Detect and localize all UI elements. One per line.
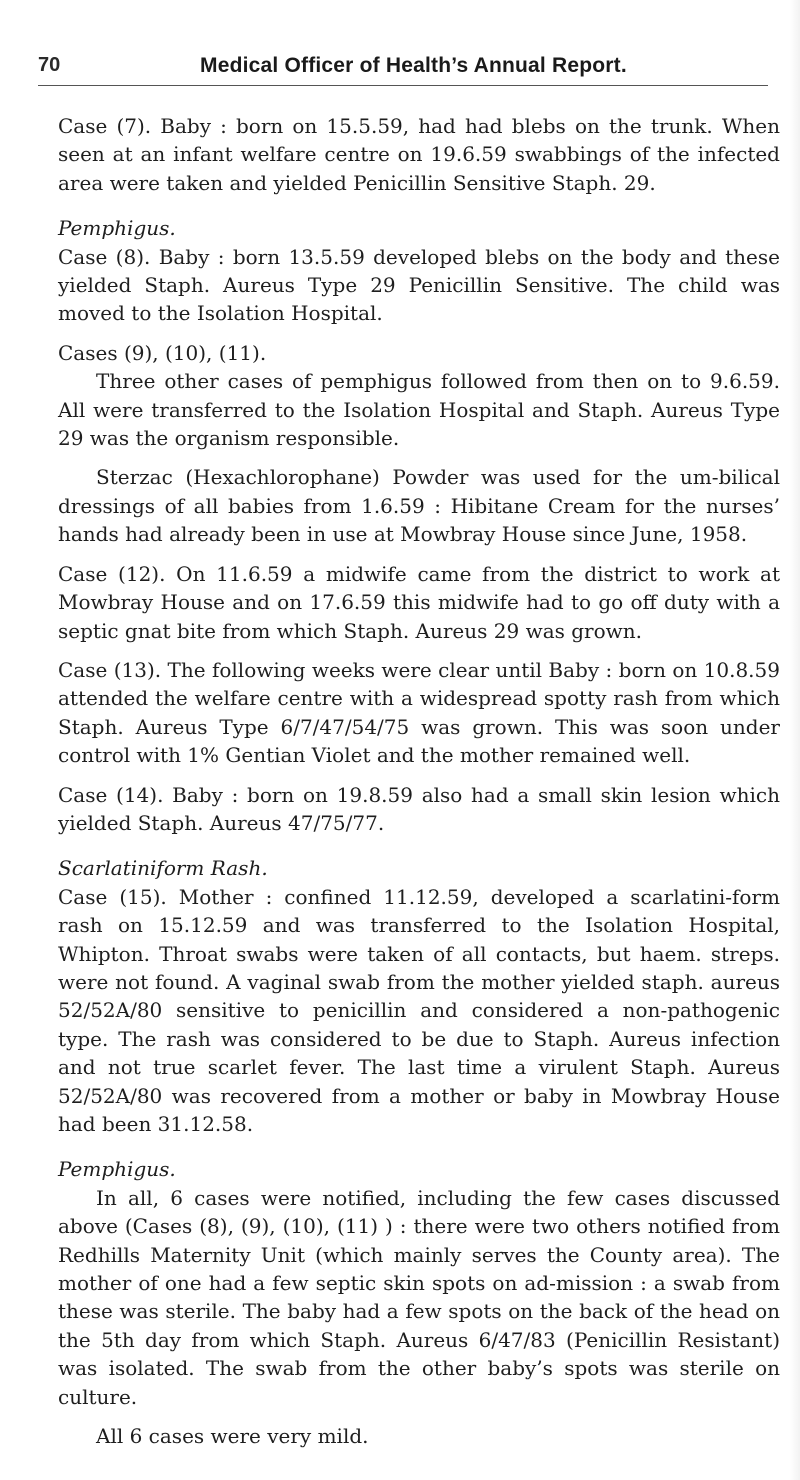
- heading-scarlatiniform-rash: Scarlatiniform Rash.: [58, 856, 268, 881]
- page-header: [38, 54, 778, 84]
- paragraph-case-7: Case (7). Baby : born on 15.5.59, had had blebs on the trunk. When seen at an infant welfare centre on 19.6.59 swabbings of the infected area were taken and yielded Penicillin Sensitive Staph. 29.: [58, 114, 780, 195]
- body-text: [58, 112, 780, 1450]
- paragraph-case-13: Case (13). The following weeks were clear until Baby : born on 10.8.59 attended the welfare centre with a widespread spotty rash from which Staph. Aureus Type 6/7/47/54/75 was grown. This was soon under control with 1% Gentian Violet and the mother remained well.: [58, 657, 780, 768]
- page-number: 70: [38, 54, 61, 76]
- paragraph-case-14: Case (14). Baby : born on 19.8.59 also had a small skin lesion which yielded Staph. Aureus 47/75/77.: [58, 782, 780, 835]
- running-title: Medical Officer of Health’s Annual Report.: [200, 54, 627, 77]
- paragraph-case-15: Case (15). Mother : confined 11.12.59, developed a scarlatini-form rash on 15.12.59 and was transferred to the Isolation Hospital, Whipton. Throat swabs were taken of all contacts, but haem. streps. were not found. A vaginal swab from the mother yielded staph. aureus 52/52A/80 sensitive to penicillin and considered a non-pathogenic type. The rash was considered to be due to Staph. Aureus infection and not true scarlet fever. The last time a virulent Staph. Aureus 52/52A/80 was recovered from a mother or baby in Mowbray House had been 31.12.58.: [58, 884, 780, 1136]
- paragraph-case-8: Case (8). Baby : born 13.5.59 developed blebs on the body and these yielded Staph. Aureus Type 29 Penicillin Sensitive. The child was moved to the Isolation Hospital.: [58, 244, 780, 326]
- heading-pemphigus: Pemphigus.: [58, 216, 176, 241]
- paragraph-conclusion: All 6 cases were very mild.: [96, 1424, 369, 1449]
- heading-pemphigus-summary: Pemphigus.: [58, 1157, 176, 1182]
- paragraph-sterzac: Sterzac (Hexachlorophane) Powder was used for the um-bilical dressings of all babies from 1.6.59 : Hibitane Cream for the nurses’ hands had already been in use at Mowbray House since June, 1958.: [58, 465, 780, 547]
- paragraph-case-12: Case (12). On 11.6.59 a midwife came from the district to work at Mowbray House and on 17.6.59 this midwife had to go off duty with a septic gnat bite from which Staph. Aureus 29 was grown.: [58, 561, 780, 643]
- paragraph-three-other-cases: Three other cases of pemphigus followed from then on to 9.6.59. All were transferred to the Isolation Hospital and Staph. Aureus Type 29 was the organism responsible.: [58, 369, 780, 451]
- page-edge-shadow: [790, 0, 800, 1480]
- paragraph-summary: In all, 6 cases were notified, including the few cases discussed above (Cases (8), (9), (10), (11) ) : there were two others notified from Redhills Maternity Unit (which mainly serves the County area). The mother of one had a few septic skin spots on ad-mission : a swab from these was sterile. The baby had a few spots on the back of the head on the 5th day from which Staph. Aureus 6/47/83 (Penicillin Resistant) was isolated. The swab from the other baby’s spots was sterile on culture.: [58, 1185, 780, 1409]
- paragraph-cases-9-11: Cases (9), (10), (11).: [58, 340, 267, 365]
- header-rule: [38, 85, 768, 86]
